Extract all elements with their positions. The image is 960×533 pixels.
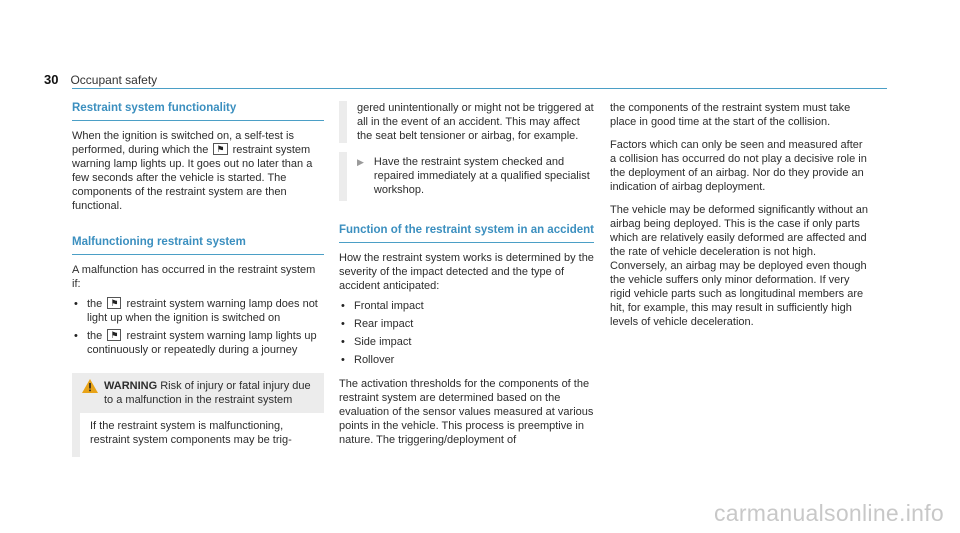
impact-list (339, 299, 594, 367)
paragraph-malfunction-intro: A malfunction has occurred in the restraint system if: (72, 264, 316, 290)
warning-box (72, 373, 324, 457)
paragraph-accident-intro: How the restraint system works is determined by the severity of the impact detected and the type of accident anticipated: (339, 252, 594, 292)
paragraph-functionality-part2: restraint system warning lamp lights up. It goes out no later than a few seconds after the vehicle is started. The components of the restraint system are then functional. (72, 144, 313, 212)
paragraph-components-timing: the components of the restraint system must take place in good time at the start of the collision. (610, 102, 851, 128)
airbag-warning-icon: ⚑ (107, 297, 121, 309)
heading-function-in-accident: Function of the restraint system in an accident (339, 223, 594, 243)
paragraph-activation-thresholds: The activation thresholds for the components of the restraint system are determined based on the evaluation of the sensor values measured at various points in the vehicle. This process is preemptive in nature. The triggering/deployment of (339, 378, 594, 446)
column-right (610, 101, 870, 338)
section-title: Occupant safety (70, 73, 158, 87)
warning-text: Risk of injury or fatal injury due to a malfunction in the restraint system (104, 380, 311, 406)
watermark: carmanualsonline.info (713, 500, 944, 526)
arrow-right-icon: ▶ (357, 157, 364, 167)
paragraph-functionality-part1: When the ignition is switched on, a self-test is performed, during which the (72, 130, 294, 156)
bullet-text-b: restraint system warning lamp does not light up when the ignition is switched on (87, 298, 318, 324)
warning-triangle-icon (82, 379, 98, 393)
list-item: • Side impact (339, 335, 594, 349)
warning-title (104, 379, 316, 407)
list-item: • Rear impact (339, 317, 594, 331)
bullet-text-a: the (87, 330, 103, 342)
column-middle (339, 101, 594, 456)
heading-restraint-functionality: Restraint system functionality (72, 101, 324, 121)
list-item: • Frontal impact (339, 299, 594, 313)
airbag-warning-icon: ⚑ (213, 143, 227, 155)
list-item (72, 297, 324, 325)
header-divider (72, 88, 887, 89)
paragraph-deformation: The vehicle may be deformed significantly without an airbag being deployed. This is the case if only parts which are relatively easily deformed are affected and the rate of vehicle deceleration is not high. Conversely, an airbag may be deployed even though the vehicle suffers only minor deformation. If very rigid vehicle parts such as longitudinal members are hit, for example, this may result in sufficiently high levels of vehicle deceleration. (610, 204, 869, 328)
warning-label: WARNING (104, 380, 158, 392)
page-header (44, 72, 157, 87)
list-item: • Rollover (339, 353, 594, 367)
action-note (339, 152, 594, 201)
paragraph-functionality (72, 129, 324, 213)
paragraph-factors: Factors which can only be seen and measured after a collision has occurred do not play a decisive role in the deployment of an airbag. Nor do they provide an indication of airbag deployment. (610, 139, 867, 193)
warning-body: If the restraint system is malfunctioning, restraint system components may be trig- (72, 413, 324, 457)
action-note-text: Have the restraint system checked and repaired immediately at a qualified specialist workshop. (373, 156, 590, 196)
heading-malfunctioning: Malfunctioning restraint system (72, 235, 324, 255)
bullet-text-b: restraint system warning lamp lights up continuously or repeatedly during a journey (87, 330, 317, 356)
airbag-warning-icon: ⚑ (107, 329, 121, 341)
warning-header (72, 373, 324, 413)
malfunction-list (72, 297, 324, 357)
column-left (72, 101, 324, 467)
warning-body-continued: gered unintentionally or might not be triggered at all in the event of an accident. This may affect the seat belt tensioner or airbag, for example. (339, 101, 594, 143)
bullet-text-a: the (87, 298, 103, 310)
list-item (72, 329, 324, 357)
page-number: 30 (44, 72, 59, 87)
